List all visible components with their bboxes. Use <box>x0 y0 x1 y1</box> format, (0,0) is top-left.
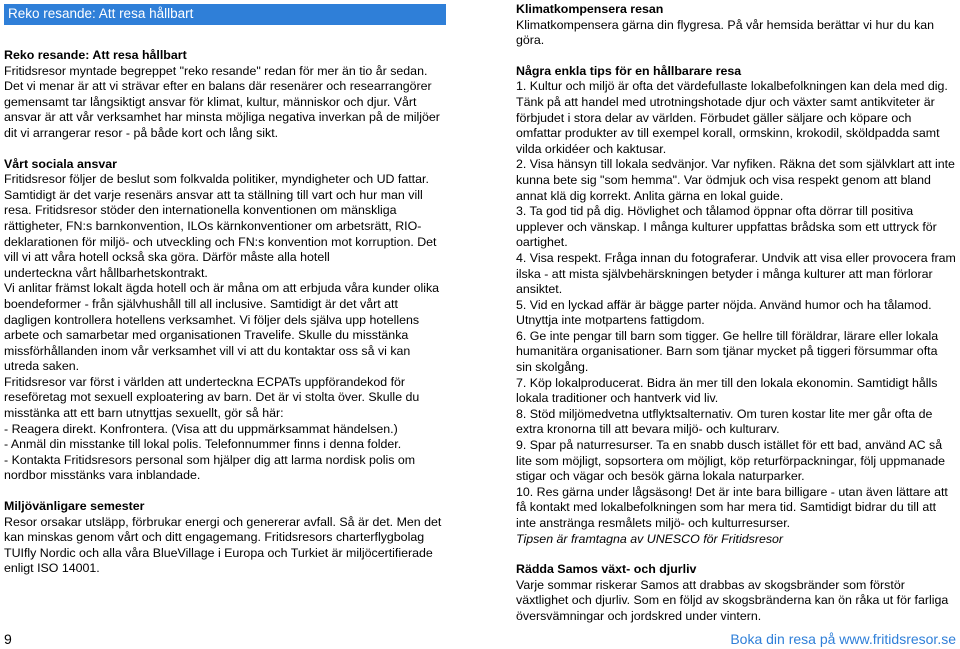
list-item: 8. Stöd miljömedvetna utflyktsalternativ. Om turen kostar lite mer går ofta de extra kronorna till att bevara miljö- och kulturarv. <box>516 406 933 437</box>
list-item: 10. Res gärna under lågsäsong! Det är inte bara billigare - utan även lättare att få kontakt med lokalbefolkningen som har mera tid. Samtidigt bidrar du till att inte anstränga resmålets miljö- och kulturresurser. <box>516 484 948 530</box>
section-header-bar: Reko resande: Att resa hållbart <box>4 4 446 25</box>
environment-paragraph: Resor orsakar utsläpp, förbrukar energi och genererar avfall. Så är det. Men det kan minskas genom vårt och ditt engagemang. Fritidsresors charterflygbolag TUIfly Nordic och alla våra BlueVillage i Europa och Turkiet är miljöcertifierade enligt ISO 14001. <box>4 514 442 576</box>
section-title-social: Vårt sociala ansvar <box>4 156 117 171</box>
list-item: 1. Kultur och miljö är ofta det värdefullaste lokalbefolkningen kan dela med dig. Tänk på att handel med utrotningshotade djur och växter samt antikviteter är förbjudet i stora delar av världen. Förbudet gäller säljare och köpare och omfattar produkter av till exempel korall, ormskinn, krokodil, sköldpadda samt vilda orkidéer och kaktusar. <box>516 79 948 156</box>
social-paragraph-1: Fritidsresor följer de beslut som folkvalda politiker, myndigheter och UD fattar. Samtidigt är det varje resenärs ansvar att ta ställning till vart och hur man vill resa. Fritidsresor stöder den internationella konventionen om mänskliga rättigheter, FN:s barnkonvention, ILOs kärnkonventioner om arbetsrätt, RIO-deklarationen för miljö- och utveckling och FN:s konvention mot korruption. Det vill vi att våra hotell också ska göra. Därför måste alla hotell <box>4 172 437 265</box>
section-title-reko: Reko resande: Att resa hållbart <box>4 48 187 62</box>
section-title-environment: Miljövänligare semester <box>4 499 145 514</box>
tips-credit: Tipsen är framtagna av UNESCO för Fritidsresor <box>516 531 784 546</box>
section-title-samos: Rädda Samos växt- och djurliv <box>516 562 697 577</box>
list-item: 3. Ta god tid på dig. Hövlighet och tålamod öppnar ofta dörrar till positiva upplever och vänskap. I många kulturer uppfattas brådska som ett uttryck för oartighet. <box>516 204 937 250</box>
section-title-climate: Klimatkompensera resan <box>516 2 664 16</box>
list-item: - Anmäl din misstanke till lokal polis. Telefonnummer finns i denna folder. <box>4 437 402 452</box>
climate-paragraph: Klimatkompensera gärna din flygresa. På vår hemsida berättar vi hur du kan göra. <box>516 17 935 48</box>
list-item: 6. Ge inte pengar till barn som tigger. Ge hellre till föräldrar, lärare eller lokala humanitära organisationer. Barn som tjänar mycket på tiggeri försummar ofta sin skolgång. <box>516 328 939 375</box>
list-item: 5. Vid en lyckad affär är bägge parter nöjda. Använd humor och ha tålamod. Utnyttja inte motpartens fattigdom. <box>516 297 932 328</box>
booking-link[interactable]: Boka din resa på www.fritidsresor.se <box>730 631 956 647</box>
social-paragraph-3: Vi anlitar främst lokalt ägda hotell och är måna om att erbjuda våra kunder olika boendeformer - från självhushåll till all inclusive. Samtidigt är det vårt att dagligen kontrollera hotellens verksamhet. Vi följer dels själva upp hotellens arbete och samarbetar med organisationen Travelife. Skulle du misstänka missförhållanden inom vår verksamhet vill vi att du kontaktar oss så vi kan utreda saken. <box>4 281 440 374</box>
list-item: 7. Köp lokalproducerat. Bidra än mer till den lokala ekonomin. Samtidigt hålls lokala traditioner och hantverk vid liv. <box>516 375 938 406</box>
social-paragraph-2: underteckna vårt hållbarhetskontrakt. <box>4 265 208 280</box>
page-number: 9 <box>4 631 12 647</box>
list-item: - Kontakta Fritidsresors personal som hjälper dig att larma nordisk polis om nordbor misstänks vara inblandade. <box>4 452 416 483</box>
social-paragraph-4: Fritidsresor var först i världen att underteckna ECPATs uppförandekod för reseföretag mot sexuell exploatering av barn. Det är vi stolta över. Skulle du misstänka att ett barn utnyttjas sexuellt, gör så här: <box>4 374 420 421</box>
list-item: 4. Visa respekt. Fråga innan du fotograferar. Undvik att visa eller provocera fram ilska - att mista självbehärskningen betyder i många kulturer att man förlorar ansiktet. <box>516 250 956 297</box>
list-item: - Reagera direkt. Konfrontera. (Visa att du uppmärksammat händelsen.) <box>4 421 398 436</box>
list-item: 2. Visa hänsyn till lokala sedvänjor. Var nyfiken. Räkna det som självklart att inte kunna bete sig "som hemma". Var ödmjuk och visa respekt genom att bland annat klä dig korrekt. Anlita gärna en lokal guide. <box>516 157 955 203</box>
left-column <box>4 0 446 577</box>
right-column <box>516 0 956 625</box>
samos-paragraph: Varje sommar riskerar Samos att drabbas av skogsbränder som förstör växtlighet och djurliv. Som en följd av skogsbränderna kan ön råka ut för farliga översvämningar och jordskred under vintern. <box>516 577 949 623</box>
list-item: 9. Spar på naturresurser. Ta en snabb dusch istället för ett bad, använd AC så lite som möjligt, sopsortera om möjligt, köp returförpackningar, följ uppmanade stigar och vägar och besök gärna lokala naturparker. <box>516 438 946 484</box>
section-title-tips: Några enkla tips för en hållbarare resa <box>516 63 742 78</box>
intro-paragraph: Fritidsresor myntade begreppet "reko resande" redan för mer än tio år sedan. Det vi menar är att vi strävar efter en balans där resenärer och researrangörer gemensamt tar långsiktigt ansvar för klimat, kultur, människor och djur. Vårt ansvar är att vår verksamhet har minsta möjliga negativa inverkan på de miljöer dit vi arrangerar resor - på både kort och lång sikt. <box>4 63 440 140</box>
